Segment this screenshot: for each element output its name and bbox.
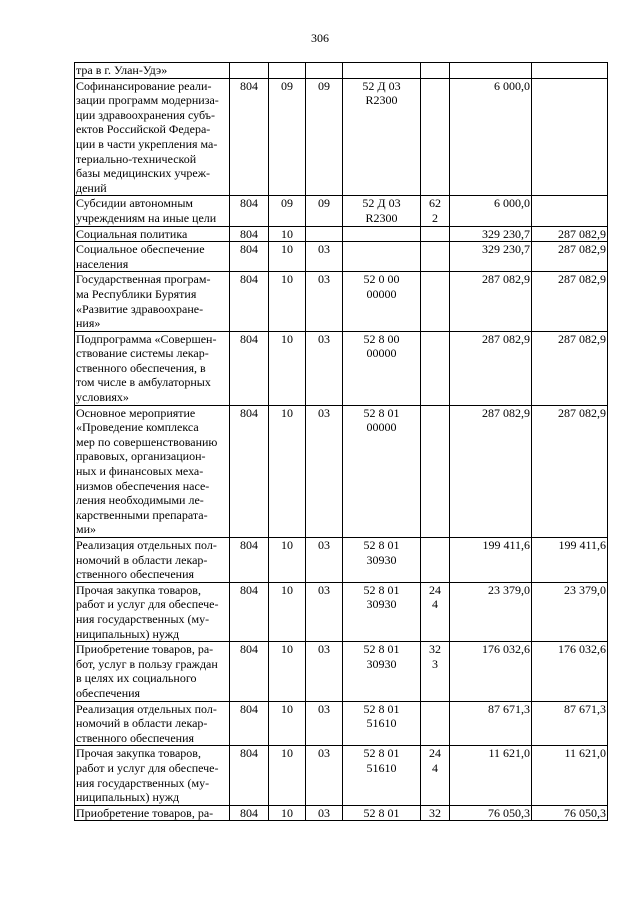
page-number: 306	[311, 31, 329, 45]
expense-type-code-cell: 24 4	[421, 582, 450, 641]
expense-type-code-cell: 62 2	[421, 196, 450, 226]
table-row	[75, 78, 608, 196]
subsection-code-cell: 03	[306, 331, 343, 405]
section-code-cell: 10	[269, 805, 306, 821]
section-code-cell	[269, 63, 306, 79]
table-body	[75, 63, 608, 821]
expense-name-cell: Реализация отдельных пол- номочий в области лекар- ственного обеспечения	[75, 538, 230, 583]
subsection-code-cell: 03	[306, 642, 343, 701]
expense-name-cell: Государственная програм- ма Республики Бурятия «Развитие здравоохране- ния»	[75, 272, 230, 331]
table-row	[75, 746, 608, 805]
expense-type-code-cell	[421, 78, 450, 196]
amount-year-2-cell: 23 379,0	[532, 582, 608, 641]
expense-type-code-cell: 24 4	[421, 746, 450, 805]
table-row	[75, 805, 608, 821]
administrator-code-cell: 804	[230, 701, 269, 746]
expense-type-code-cell	[421, 242, 450, 272]
administrator-code-cell	[230, 63, 269, 79]
target-article-code-cell	[343, 242, 421, 272]
amount-year-2-cell	[532, 63, 608, 79]
budget-table	[74, 62, 608, 821]
amount-year-1-cell: 176 032,6	[450, 642, 532, 701]
target-article-code-cell: 52 8 01	[343, 805, 421, 821]
target-article-code-cell: 52 8 01 51610	[343, 746, 421, 805]
amount-year-1-cell: 6 000,0	[450, 78, 532, 196]
amount-year-1-cell: 23 379,0	[450, 582, 532, 641]
amount-year-2-cell: 76 050,3	[532, 805, 608, 821]
expense-name-cell: Реализация отдельных пол- номочий в области лекар- ственного обеспечения	[75, 701, 230, 746]
administrator-code-cell: 804	[230, 242, 269, 272]
expense-name-cell: Социальное обеспечение населения	[75, 242, 230, 272]
amount-year-1-cell: 87 671,3	[450, 701, 532, 746]
target-article-code-cell	[343, 63, 421, 79]
expense-name-cell: Социальная политика	[75, 226, 230, 242]
table-row	[75, 242, 608, 272]
subsection-code-cell: 03	[306, 805, 343, 821]
expense-type-code-cell	[421, 701, 450, 746]
section-code-cell: 10	[269, 331, 306, 405]
expense-name-cell: тра в г. Улан-Удэ»	[75, 63, 230, 79]
table-row	[75, 582, 608, 641]
table-row	[75, 405, 608, 537]
amount-year-2-cell: 176 032,6	[532, 642, 608, 701]
section-code-cell: 10	[269, 226, 306, 242]
amount-year-1-cell: 329 230,7	[450, 242, 532, 272]
expense-type-code-cell	[421, 63, 450, 79]
table-row	[75, 701, 608, 746]
expense-type-code-cell	[421, 226, 450, 242]
section-code-cell: 10	[269, 272, 306, 331]
amount-year-1-cell	[450, 63, 532, 79]
target-article-code-cell: 52 8 01 30930	[343, 582, 421, 641]
subsection-code-cell: 03	[306, 701, 343, 746]
administrator-code-cell: 804	[230, 331, 269, 405]
target-article-code-cell: 52 8 01 30930	[343, 538, 421, 583]
amount-year-2-cell	[532, 78, 608, 196]
expense-name-cell: Субсидии автономным учреждениям на иные цели	[75, 196, 230, 226]
subsection-code-cell: 03	[306, 242, 343, 272]
administrator-code-cell: 804	[230, 272, 269, 331]
amount-year-2-cell: 287 082,9	[532, 242, 608, 272]
table-row	[75, 226, 608, 242]
administrator-code-cell: 804	[230, 642, 269, 701]
administrator-code-cell: 804	[230, 196, 269, 226]
table-row	[75, 642, 608, 701]
expense-type-code-cell	[421, 538, 450, 583]
amount-year-1-cell: 199 411,6	[450, 538, 532, 583]
subsection-code-cell: 09	[306, 78, 343, 196]
expense-name-cell: Прочая закупка товаров, работ и услуг для обеспече- ния государственных (му- ниципальных) нужд	[75, 582, 230, 641]
amount-year-2-cell: 11 621,0	[532, 746, 608, 805]
amount-year-1-cell: 329 230,7	[450, 226, 532, 242]
amount-year-1-cell: 287 082,9	[450, 405, 532, 537]
subsection-code-cell	[306, 63, 343, 79]
expense-name-cell: Приобретение товаров, ра-	[75, 805, 230, 821]
administrator-code-cell: 804	[230, 78, 269, 196]
subsection-code-cell: 03	[306, 538, 343, 583]
expense-name-cell: Прочая закупка товаров, работ и услуг для обеспече- ния государственных (му- ниципальных) нужд	[75, 746, 230, 805]
expense-name-cell: Подпрограмма «Совершен- ствование системы лекар- ственного обеспечения, в том числе в амбулаторных условиях»	[75, 331, 230, 405]
section-code-cell: 09	[269, 196, 306, 226]
amount-year-2-cell: 287 082,9	[532, 272, 608, 331]
expense-name-cell: Основное мероприятие «Проведение комплекса мер по совершенствованию правовых, организацион- ных и финансовых меха- низмов обеспечения насе- ления необходимыми ле- карственными препарата- ми»	[75, 405, 230, 537]
subsection-code-cell	[306, 226, 343, 242]
section-code-cell: 10	[269, 701, 306, 746]
target-article-code-cell	[343, 226, 421, 242]
section-code-cell: 10	[269, 405, 306, 537]
expense-name-cell: Приобретение товаров, ра- бот, услуг в пользу граждан в целях их социального обеспечения	[75, 642, 230, 701]
target-article-code-cell: 52 0 00 00000	[343, 272, 421, 331]
administrator-code-cell: 804	[230, 582, 269, 641]
subsection-code-cell: 09	[306, 196, 343, 226]
expense-name-cell: Софинансирование реали- зации программ модерниза- ции здравоохранения субъ- ектов Российской Федера- ции в части укрепления ма- териально-технической базы медицинских учреж- дений	[75, 78, 230, 196]
target-article-code-cell: 52 Д 03 R2300	[343, 78, 421, 196]
amount-year-2-cell: 199 411,6	[532, 538, 608, 583]
subsection-code-cell: 03	[306, 272, 343, 331]
amount-year-2-cell: 287 082,9	[532, 226, 608, 242]
table-row	[75, 331, 608, 405]
amount-year-2-cell: 287 082,9	[532, 405, 608, 537]
subsection-code-cell: 03	[306, 405, 343, 537]
amount-year-1-cell: 287 082,9	[450, 331, 532, 405]
section-code-cell: 09	[269, 78, 306, 196]
administrator-code-cell: 804	[230, 226, 269, 242]
expense-type-code-cell	[421, 272, 450, 331]
administrator-code-cell: 804	[230, 538, 269, 583]
section-code-cell: 10	[269, 746, 306, 805]
section-code-cell: 10	[269, 642, 306, 701]
amount-year-1-cell: 76 050,3	[450, 805, 532, 821]
section-code-cell: 10	[269, 538, 306, 583]
table-row	[75, 272, 608, 331]
expense-type-code-cell	[421, 405, 450, 537]
subsection-code-cell: 03	[306, 582, 343, 641]
amount-year-2-cell: 287 082,9	[532, 331, 608, 405]
target-article-code-cell: 52 8 01 00000	[343, 405, 421, 537]
target-article-code-cell: 52 8 01 51610	[343, 701, 421, 746]
target-article-code-cell: 52 8 00 00000	[343, 331, 421, 405]
administrator-code-cell: 804	[230, 405, 269, 537]
table-row	[75, 538, 608, 583]
section-code-cell: 10	[269, 582, 306, 641]
table-row	[75, 196, 608, 226]
administrator-code-cell: 804	[230, 805, 269, 821]
target-article-code-cell: 52 8 01 30930	[343, 642, 421, 701]
amount-year-1-cell: 6 000,0	[450, 196, 532, 226]
section-code-cell: 10	[269, 242, 306, 272]
table-row	[75, 63, 608, 79]
administrator-code-cell: 804	[230, 746, 269, 805]
amount-year-1-cell: 11 621,0	[450, 746, 532, 805]
target-article-code-cell: 52 Д 03 R2300	[343, 196, 421, 226]
amount-year-2-cell: 87 671,3	[532, 701, 608, 746]
subsection-code-cell: 03	[306, 746, 343, 805]
expense-type-code-cell: 32 3	[421, 642, 450, 701]
expense-type-code-cell: 32	[421, 805, 450, 821]
amount-year-2-cell	[532, 196, 608, 226]
amount-year-1-cell: 287 082,9	[450, 272, 532, 331]
expense-type-code-cell	[421, 331, 450, 405]
